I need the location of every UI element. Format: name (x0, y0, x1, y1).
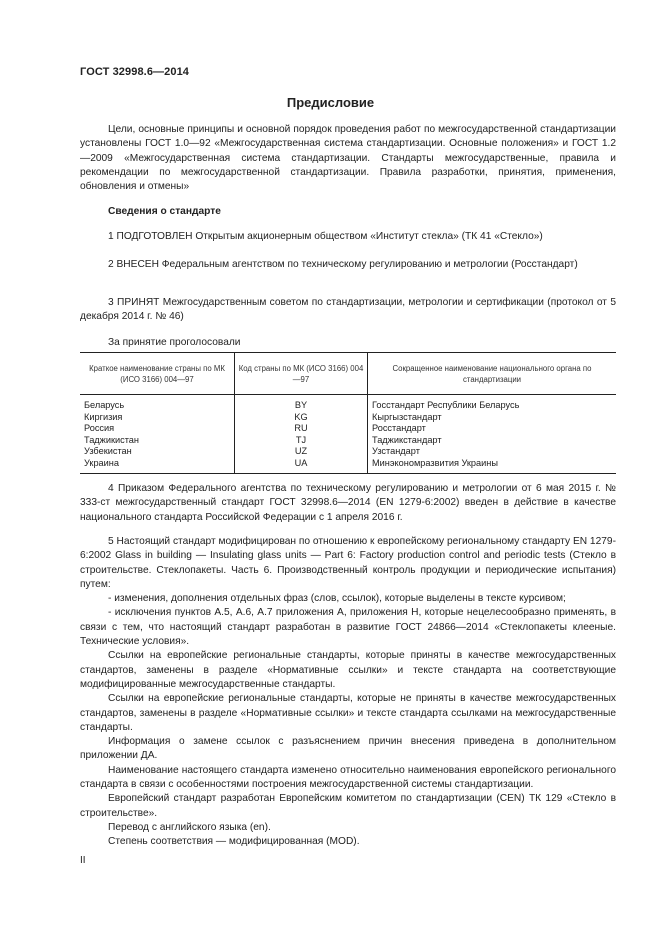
table-header-country: Краткое наименование страны по МК (ИСО 3166) 004—97 (80, 353, 235, 395)
item-5-paragraph-5: Наименование настоящего стандарта изменено относительно наименования европейского регионального стандарта в связи с особенностями построения межгосударственной системы стандартизации. (80, 764, 616, 791)
item-5-paragraph-4: Информация о замене ссылок с разъяснением причин внесения приведена в дополнительном приложении ДА. (80, 736, 616, 762)
item-1-block (80, 230, 616, 244)
table-row (80, 395, 616, 412)
table-row (80, 423, 616, 435)
table-cell-country: Узбекистан (84, 446, 132, 457)
item-2: 2 ВНЕСЕН Федеральным агентством по техническому регулированию и метрологии (Росстандарт) (108, 259, 578, 270)
table-row (80, 446, 616, 458)
vote-label: За принятие проголосовали (108, 337, 241, 348)
voting-countries-table (80, 352, 616, 474)
document-header: ГОСТ 32998.6—2014 (80, 66, 190, 78)
table-cell-code: BY (235, 395, 368, 412)
item-5-block (80, 535, 616, 850)
item-4-block (80, 482, 616, 525)
table-header-body: Сокращенное наименование национального органа по стандартизации (368, 353, 617, 395)
table-row (80, 458, 616, 473)
table-cell-body: Росстандарт (368, 423, 617, 435)
item-5-paragraph-2: Ссылки на европейские региональные стандарты, которые приняты в качестве межгосударственных стандартов, заменены в разделе «Нормативные ссылки» и тексте стандарта на соответствующие модифицированные межгосударственные стандарты. (80, 650, 616, 690)
item-5-bullet-1: - изменения, дополнения отдельных фраз (слов, ссылок), которые выделены в тексте курсивом; (108, 593, 566, 605)
item-4: 4 Приказом Федерального агентства по техническому регулированию и метрологии от 6 мая 2015 г. № 333-ст межгосударственный стандарт ГОСТ 32998.6—2014 (EN 1279-6:2002) введен в действие в качестве национального стандарта Российской Федерации с 1 апреля 2016 г. (80, 483, 616, 523)
table-cell-body: Госстандарт Республики Беларусь (368, 395, 617, 412)
table-cell-country: Украина (80, 458, 235, 473)
section-heading-block (80, 205, 616, 219)
table-cell-code: KG (235, 412, 368, 424)
table-cell-code: UZ (235, 446, 368, 458)
table-header-code: Код страны по МК (ИСО 3166) 004—97 (235, 353, 368, 395)
item-3-block (80, 296, 616, 325)
table-cell-country: Киргизия (84, 411, 123, 422)
table-cell-body: Узстандарт (368, 446, 617, 458)
item-5-paragraph-6: Европейский стандарт разработан Европейским комитетом по стандартизации (CEN) ТК 129 «Стекло в строительстве». (80, 793, 616, 819)
table-cell-code: RU (235, 423, 368, 435)
item-5-paragraph-3: Ссылки на европейские региональные стандарты, которые не приняты в качестве межгосударственных стандартов, заменены в разделе «Нормативные ссылки» и тексте стандарта ссылками на межгосударственные стандарты. (80, 693, 616, 733)
item-1: 1 ПОДГОТОВЛЕН Открытым акционерным обществом «Институт стекла» (ТК 41 «Стекло») (108, 231, 543, 242)
vote-label-block (80, 336, 616, 350)
page-number: II (80, 855, 86, 866)
item-5-paragraph-8: Степень соответствия — модифицированная (MOD). (108, 836, 360, 848)
table-cell-code: UA (235, 458, 368, 473)
table-cell-code: TJ (235, 435, 368, 447)
intro-text: Цели, основные принципы и основной порядок проведения работ по межгосударственной стандартизации установлены ГОСТ 1.0—92 «Межгосударственная система стандартизации. Основные положения» и ГОСТ 1.2—2009 «Межгосударственная система стандартизации. Стандарты межгосударственные, правила и рекомендации по межгосударственной стандартизации. Правила разработки, принятия, применения, обновления и отмены» (80, 124, 616, 193)
table-header-row (80, 353, 616, 395)
item-3: 3 ПРИНЯТ Межгосударственным советом по стандартизации, метрологии и сертификации (протокол от 5 декабря 2014 г. № 46) (80, 297, 616, 323)
table-row (80, 435, 616, 447)
table-cell-body: Минэкономразвития Украины (368, 458, 617, 473)
table-cell-body: Кыргызстандарт (368, 412, 617, 424)
table-cell-country: Таджикистан (84, 434, 139, 445)
table-cell-country: Беларусь (84, 400, 125, 410)
table-cell-country: Россия (84, 423, 115, 434)
intro-paragraph (80, 123, 616, 194)
page-title: Предисловие (286, 95, 375, 110)
table-cell-body: Таджикстандарт (368, 435, 617, 447)
table-row (80, 412, 616, 424)
section-title: Сведения о стандарте (108, 206, 221, 217)
item-5-paragraph-7: Перевод с английского языка (en). (108, 821, 271, 833)
item-5-bullet-2: - исключения пунктов А.5, А.6, А.7 приложения А, приложения Н, которые нецелесообразно применять, в связи с тем, что настоящий стандарт разработан в развитие ГОСТ 24866—2014 «Стеклопакеты клееные. Технические условия». (80, 607, 616, 648)
item-5-intro: 5 Настоящий стандарт модифицирован по отношению к европейскому региональному стандарту EN 1279-6:2002 Glass in building — Insulating glass units — Part 6: Factory production control and periodic tests (Стекло в строительстве. Стеклопакеты. Часть 6. Производственный контроль продукции и периодические испытания) путем: (80, 536, 616, 590)
item-2-block (80, 258, 616, 272)
